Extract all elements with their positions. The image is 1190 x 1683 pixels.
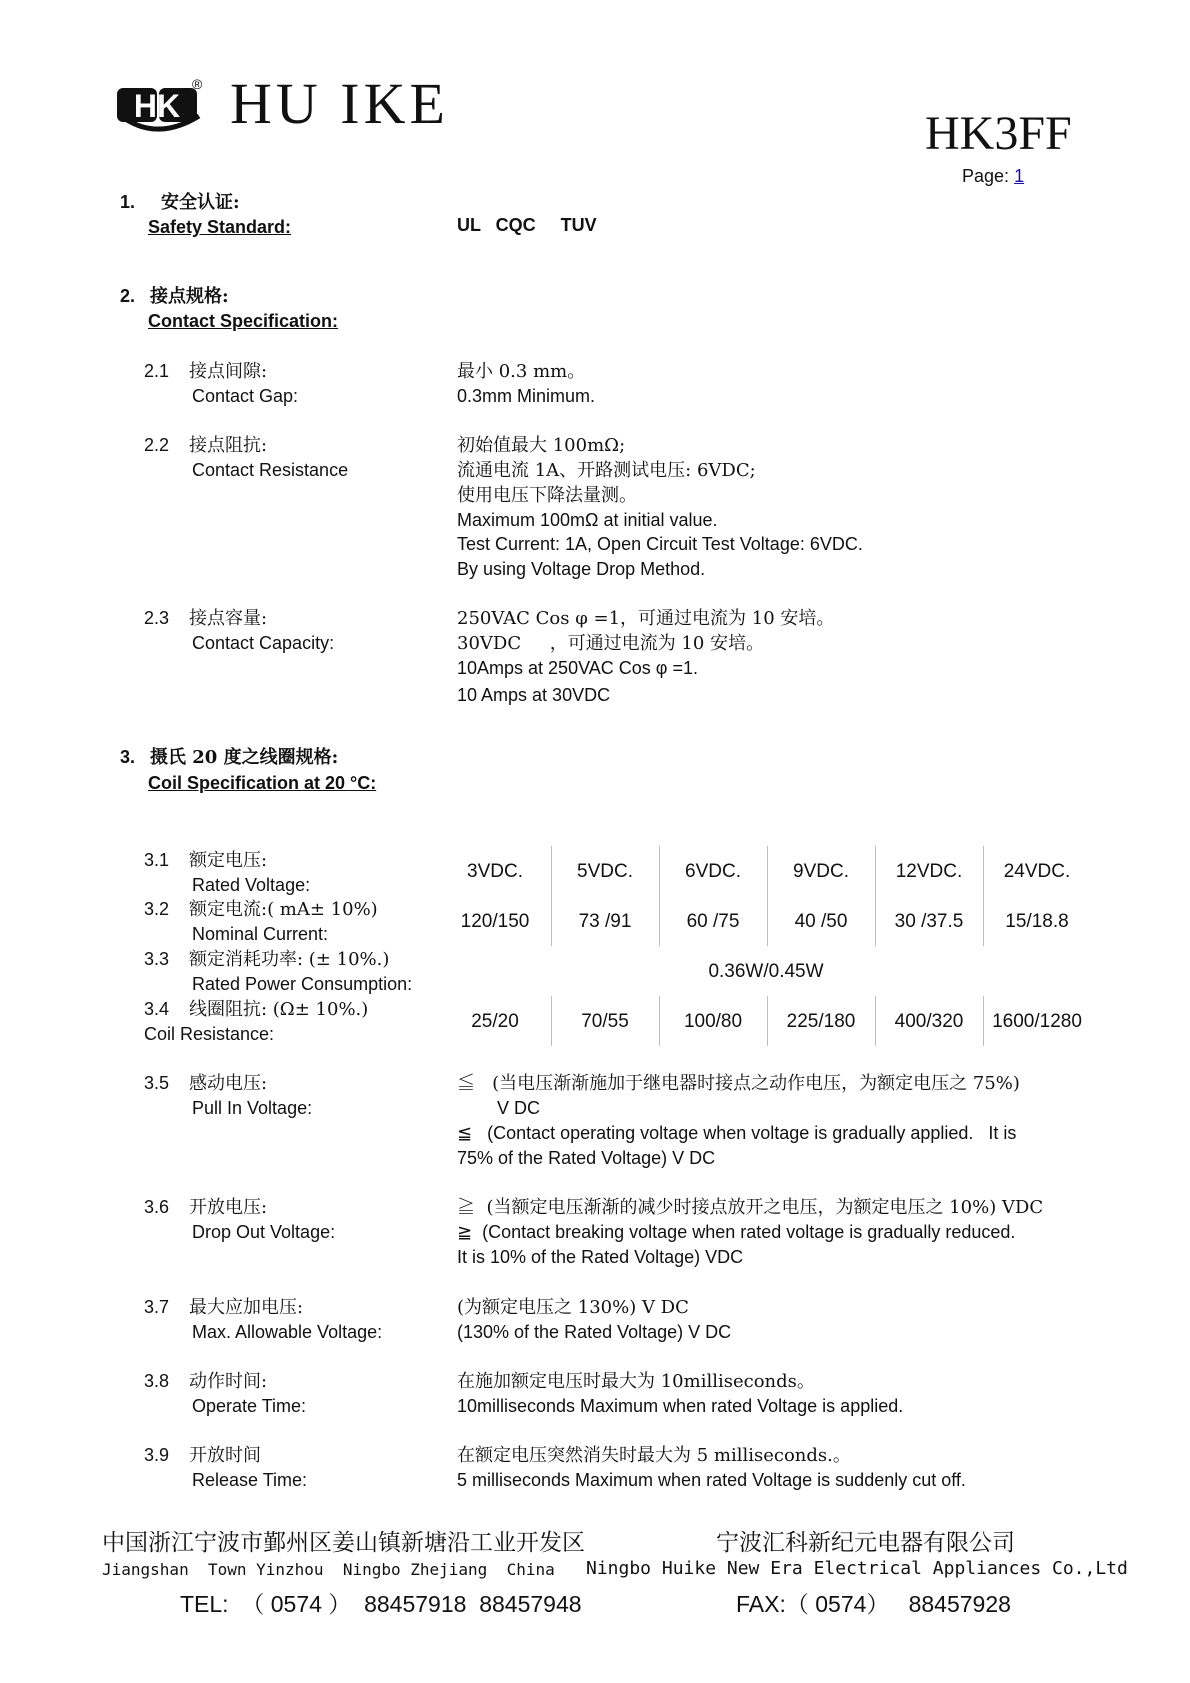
item-2-1-number: 2.1	[144, 361, 170, 381]
item-3-6-label-en: Drop Out Voltage:	[192, 1222, 336, 1242]
item-2-1-label-en: Contact Gap:	[192, 386, 299, 406]
page-indicator	[962, 164, 1024, 189]
footer-fax: FAX:（ 0574） 88457928	[736, 1591, 1011, 1617]
item-3-6-label-cn: 开放电压:	[189, 1197, 268, 1218]
coil-resistance-cell: 70/55	[581, 1011, 629, 1032]
item-2-2-value: Test Current: 1A, Open Circuit Test Voltage: 6VDC.	[457, 534, 863, 554]
item-3-9-value: 5 milliseconds Maximum when rated Voltage is suddenly cut off.	[457, 1470, 966, 1490]
coil-resistance-cell: 400/320	[894, 1011, 964, 1032]
item-3-2-label-en: Nominal Current:	[192, 924, 329, 944]
item-3-1-number: 3.1	[144, 850, 170, 870]
item-3-5-label-en: Pull In Voltage:	[192, 1098, 313, 1118]
item-3-6-value: ≧ (Contact breaking voltage when rated voltage is gradually reduced.	[457, 1222, 1016, 1242]
section-3-title-en: Coil Specification at 20 °C:	[148, 773, 377, 793]
item-2-3-value: 30VDC ，可通过电流为 10 安培。	[457, 633, 765, 654]
nominal-current-cell: 15/18.8	[1005, 911, 1069, 932]
item-2-3-value: 10 Amps at 30VDC	[457, 685, 611, 705]
section-1-title-en: Safety Standard:	[148, 217, 292, 237]
item-3-7-label-en: Max. Allowable Voltage:	[192, 1322, 383, 1342]
item-3-2-number: 3.2	[144, 899, 170, 919]
item-2-2-value: 流通电流 1A、开路测试电压: 6VDC;	[457, 460, 756, 481]
item-2-1-label-cn: 接点间隙:	[189, 361, 268, 382]
item-2-1-value: 最小 0.3 mm。	[457, 361, 586, 382]
coil-resistance-cell: 25/20	[471, 1011, 519, 1032]
item-3-7-number: 3.7	[144, 1297, 170, 1317]
item-3-2-label-cn: 额定电流:( mA± 10%)	[189, 899, 378, 920]
rated-voltage-cell: 9VDC.	[793, 861, 849, 882]
item-3-5-value: V DC	[457, 1098, 541, 1118]
item-3-9-number: 3.9	[144, 1445, 170, 1465]
item-2-2-value: 使用电压下降法量测。	[457, 485, 637, 506]
item-2-2-label-cn: 接点阻抗:	[189, 435, 268, 456]
item-3-4-label-cn: 线圈阻抗: (Ω± 10%.)	[189, 999, 369, 1020]
section-2-number: 2.	[120, 286, 136, 306]
nominal-current-cell: 30 /37.5	[894, 911, 964, 932]
section-2-title-en: Contact Specification:	[148, 311, 339, 331]
nominal-current-cell: 73 /91	[578, 911, 632, 932]
page-label: Page:	[962, 166, 1010, 186]
item-3-9-label-cn: 开放时间	[189, 1445, 261, 1466]
item-2-3-label-en: Contact Capacity:	[192, 633, 335, 653]
item-3-9-value: 在额定电压突然消失时最大为 5 milliseconds.。	[457, 1445, 851, 1466]
nominal-current-cell: 40 /50	[794, 911, 848, 932]
item-3-8-value: 10milliseconds Maximum when rated Voltage is applied.	[457, 1396, 904, 1416]
item-3-8-number: 3.8	[144, 1371, 170, 1391]
brand-name: HU IKE	[230, 71, 449, 136]
item-3-1-label-cn: 额定电压:	[189, 850, 268, 871]
section-3-title-cn: 摄氏 20 度之线圈规格:	[150, 747, 339, 768]
item-3-1-label-en: Rated Voltage:	[192, 875, 311, 895]
rated-voltage-cell: 5VDC.	[577, 861, 633, 882]
item-3-9-label-en: Release Time:	[192, 1470, 308, 1490]
section-3-number: 3.	[120, 747, 136, 767]
item-2-2-value: Maximum 100mΩ at initial value.	[457, 510, 718, 530]
item-2-2-label-en: Contact Resistance	[192, 460, 349, 480]
coil-resistance-cell: 225/180	[786, 1011, 856, 1032]
item-3-7-value: (为额定电压之 130%) V DC	[457, 1297, 689, 1318]
item-3-6-value: It is 10% of the Rated Voltage) VDC	[457, 1247, 744, 1267]
coil-resistance-cell: 100/80	[683, 1011, 743, 1032]
model-number: HK3FF	[925, 107, 1072, 160]
item-3-6-number: 3.6	[144, 1197, 170, 1217]
item-2-2-value: 初始值最大 100mΩ;	[457, 435, 626, 456]
section-1-title-cn: 安全认证:	[161, 192, 240, 213]
item-2-3-value: 250VAC Cos φ =1，可通过电流为 10 安培。	[457, 608, 835, 629]
footer-address-en: Jiangshan Town Yinzhou Ningbo Zhejiang China	[102, 1560, 555, 1579]
page-number-link[interactable]: 1	[1014, 166, 1025, 186]
footer-tel: TEL: （ 0574 ） 88457918 88457948	[180, 1591, 582, 1617]
safety-standards: UL CQC TUV	[457, 215, 597, 235]
item-2-3-number: 2.3	[144, 608, 170, 628]
item-3-3-label-cn: 额定消耗功率: (± 10%.)	[189, 949, 390, 970]
item-3-3-label-en: Rated Power Consumption:	[192, 974, 413, 994]
item-2-3-value: 10Amps at 250VAC Cos φ =1.	[457, 658, 698, 678]
footer-address-cn: 中国浙江宁波市鄞州区姜山镇新塘沿工业开发区	[102, 1530, 585, 1556]
item-3-5-label-cn: 感动电压:	[189, 1073, 268, 1094]
brand-logo-letters: HK	[133, 88, 181, 124]
brand-registered-mark: ®	[192, 76, 203, 92]
coil-resistance-cell: 1600/1280	[992, 1011, 1082, 1032]
item-3-5-value: ≦ (Contact operating voltage when voltage is gradually applied. It is	[457, 1123, 1017, 1143]
rated-voltage-cell: 3VDC.	[467, 861, 523, 882]
item-2-2-value: By using Voltage Drop Method.	[457, 559, 706, 579]
rated-voltage-cell: 24VDC.	[1003, 861, 1071, 882]
item-2-1-value: 0.3mm Minimum.	[457, 386, 596, 406]
item-3-5-value: 75% of the Rated Voltage) V DC	[457, 1148, 716, 1168]
item-3-8-value: 在施加额定电压时最大为 10milliseconds。	[457, 1371, 815, 1392]
rated-voltage-cell: 6VDC.	[685, 861, 741, 882]
footer-company-cn: 宁波汇科新纪元电器有限公司	[716, 1530, 1015, 1556]
power-consumption-cell: 0.36W/0.45W	[708, 961, 824, 982]
section-2-title-cn: 接点规格:	[150, 286, 229, 307]
rated-voltage-cell: 12VDC.	[895, 861, 963, 882]
item-3-7-label-cn: 最大应加电压:	[189, 1297, 304, 1318]
item-3-4-number: 3.4	[144, 999, 170, 1019]
item-2-2-number: 2.2	[144, 435, 170, 455]
item-3-6-value: ≧ (当额定电压渐渐的减少时接点放开之电压，为额定电压之 10%) VDC	[457, 1197, 1044, 1218]
nominal-current-cell: 120/150	[460, 911, 530, 932]
item-3-8-label-en: Operate Time:	[192, 1396, 307, 1416]
item-2-3-label-cn: 接点容量:	[189, 608, 268, 629]
item-3-3-number: 3.3	[144, 949, 170, 969]
item-3-5-number: 3.5	[144, 1073, 170, 1093]
item-3-8-label-cn: 动作时间:	[189, 1371, 268, 1392]
item-3-5-value: ≦ (当电压渐渐施加于继电器时接点之动作电压，为额定电压之 75%)	[457, 1073, 1020, 1094]
item-3-7-value: (130% of the Rated Voltage) V DC	[457, 1322, 732, 1342]
section-1-number: 1.	[120, 192, 136, 212]
item-3-4-label-en: Coil Resistance:	[144, 1024, 275, 1044]
footer-company-en: Ningbo Huike New Era Electrical Appliances Co.,Ltd	[586, 1558, 1128, 1579]
nominal-current-cell: 60 /75	[686, 911, 740, 932]
